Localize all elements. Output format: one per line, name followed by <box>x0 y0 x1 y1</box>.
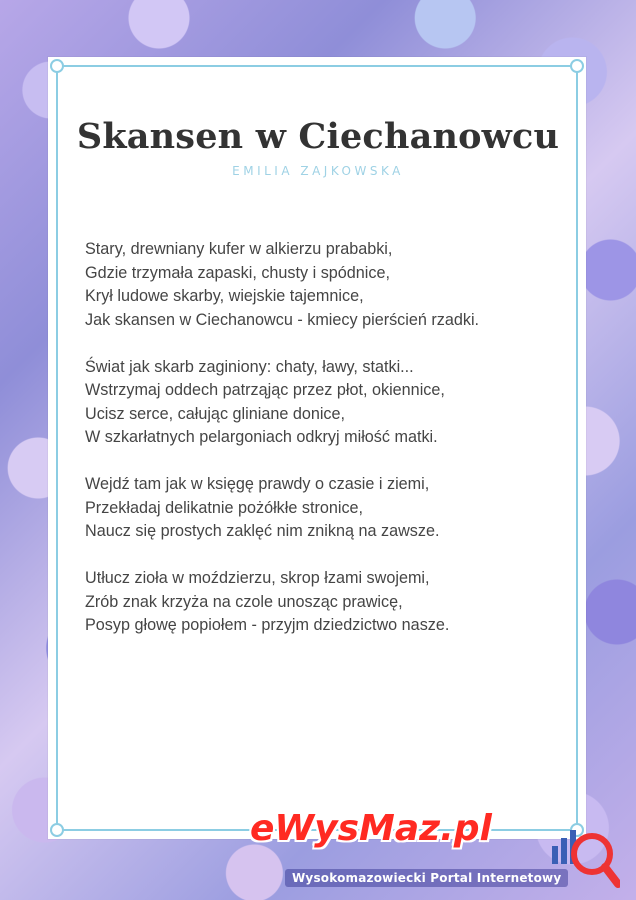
stanza-4 <box>85 567 555 638</box>
watermark-logo <box>250 808 620 898</box>
stanza-3 <box>85 473 555 544</box>
poem-line: Utłucz zioła w moździerzu, skrop łzami swojemi, <box>85 569 430 587</box>
poem-line: Wejdź tam jak w księgę prawdy o czasie i ziemi, <box>85 475 430 493</box>
poem-line: Zrób znak krzyża na czole unosząc prawicę, <box>85 592 403 611</box>
stanza-2 <box>85 356 555 450</box>
poem-line: Gdzie trzymała zapaski, chusty i spódnice, <box>85 263 390 282</box>
poem-line: Wstrzymaj oddech patrząjąc przez płot, okiennice, <box>85 381 445 399</box>
poem-body <box>85 238 555 661</box>
corner-ornament-top-left <box>50 59 64 73</box>
poem-line: Ucisz serce, całując gliniane donice, <box>85 404 346 423</box>
poem-line: Stary, drewniany kufer w alkierzu prababki, <box>85 240 393 258</box>
poem-line: Przekładaj delikatnie pożółkłe stronice, <box>85 498 364 517</box>
poem-line: Naucz się prostych zaklęć nim znikną na zawsze. <box>85 522 440 540</box>
poem-author: EMILIA ZAJKOWSKA <box>232 164 404 178</box>
corner-ornament-top-right <box>570 59 584 73</box>
poem-line: Krył ludowe skarby, wiejskie tajemnice, <box>85 287 364 305</box>
logo-text: eWysMaz.pl <box>250 808 492 849</box>
poem-line: Jak skansen w Ciechanowcu - kmiecy pierścień rzadki. <box>85 310 480 329</box>
poem-line: W szkarłatnych pelargoniach odkryj miłość matki. <box>85 428 438 446</box>
poem-line: Posyp głowę popiołem - przyjm dziedzictwo nasze. <box>85 616 450 634</box>
logo-tagline: Wysokomazowiecki Portal Internetowy <box>285 869 568 887</box>
corner-ornament-bottom-left <box>50 823 64 837</box>
stanza-1 <box>85 238 555 332</box>
poem-title: Skansen w Ciechanowcu <box>76 116 560 157</box>
poem-line: Świat jak skarb zaginiony: chaty, ławy, statki... <box>85 357 414 376</box>
